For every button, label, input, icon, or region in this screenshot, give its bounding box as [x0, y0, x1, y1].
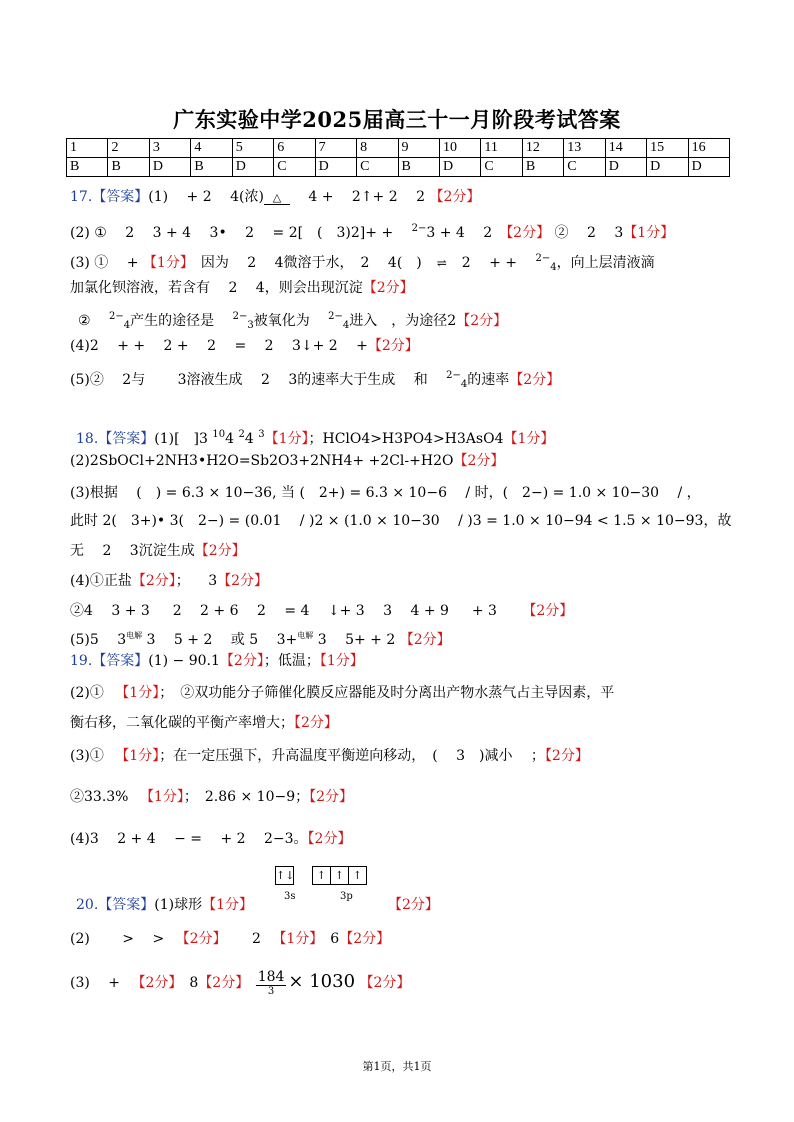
- orbital-label-3p: 3p: [340, 891, 353, 902]
- q19-line-6: (4)3 2 + 4 − = + 2 2−3。【2分】: [70, 831, 352, 847]
- q17-line-5: ② $^{2-}_4$产生的途径是 $^{2-}_3$被氧化为 $^{2-}_4$进入 ，为途径2【2分】: [78, 311, 508, 331]
- mc-answer-cell: B: [108, 158, 149, 177]
- q20-line-1: 20.【答案】(1)球形【1分】: [76, 897, 254, 913]
- q18-line-7: ②4 3 + 3 2 2 + 6 2 = 4 ↓+ 3 3 4 + 9 + 3 【2分】: [70, 603, 574, 619]
- mc-answer-cell: D: [605, 158, 646, 177]
- mc-answer-cell: B: [522, 158, 563, 177]
- q19-label: 19.【答案】: [70, 653, 149, 669]
- q19-line-5: ②33.3% 【1分】； 2.86 × 10−9；【2分】: [70, 789, 354, 805]
- mc-answer-cell: D: [688, 158, 729, 177]
- mc-number-cell: 13: [564, 139, 605, 158]
- q18-line-6: (4)①正盐【2分】； 3【2分】: [70, 573, 269, 589]
- equilibrium-arrow: ⇌: [436, 256, 447, 270]
- mc-number-cell: 8: [357, 139, 398, 158]
- q18-line-3: (3)根据 ( ) = 6.3 × 10−36, 当 ( 2+) = 6.3 × 10−6 / 时，( 2−) = 1.0 × 10−30 / ，: [70, 485, 701, 501]
- orbital-3p-box-2: ↑: [330, 866, 349, 885]
- mc-number-cell: 7: [315, 139, 356, 158]
- mc-answer-cell: D: [315, 158, 356, 177]
- orbital-3s-box: ↑↓: [275, 866, 294, 885]
- mc-number-cell: 16: [688, 139, 729, 158]
- q19-line-2: (2)① 【1分】； ②双功能分子筛催化膜反应器能及时分离出产物水蒸气占主导因素，平: [70, 685, 615, 701]
- mc-answer-cell: D: [647, 158, 688, 177]
- mc-answer-cell: C: [357, 158, 398, 177]
- orbital-label-3s: 3s: [284, 891, 296, 902]
- mc-answer-cell: D: [232, 158, 273, 177]
- mc-number-row: [67, 139, 730, 158]
- q18-line-4: 此时 2( 3+)• 3( 2−) = (0.01 / )2 × (1.0 × 10−30 / )3 = 1.0 × 10−94 < 1.5 × 10−93，故: [70, 513, 732, 529]
- mc-number-cell: 10: [439, 139, 480, 158]
- mc-number-cell: 6: [274, 139, 315, 158]
- page-title: 广东实验中学2025届高三十一月阶段考试答案: [173, 107, 621, 132]
- q17-line-4: 加氯化钡溶液，若含有 2 4，则会出现沉淀【2分】: [70, 280, 414, 296]
- q17-label: 17.【答案】: [70, 189, 149, 205]
- q17-line-1: 17.【答案】(1) + 2 4(浓) △ 4 + 2↑+ 2 2 【2分】: [70, 189, 481, 205]
- mc-number-cell: 9: [398, 139, 439, 158]
- mc-number-cell: 3: [149, 139, 190, 158]
- q17-line-6: (4)2 + + 2 + 2 = 2 3↓+ 2 +【2分】: [70, 338, 419, 354]
- mc-number-cell: 2: [108, 139, 149, 158]
- mc-answer-cell: C: [481, 158, 522, 177]
- q20-label: 20.【答案】: [76, 897, 155, 913]
- page-footer: 第1页，共1页: [362, 1060, 432, 1073]
- mc-number-cell: 1: [67, 139, 108, 158]
- q20-line-1-score: 【2分】: [388, 897, 439, 913]
- mc-answer-cell: D: [149, 158, 190, 177]
- q20-line-3: (3) + 【2分】 8【2分】 $\frac{184}{3}$ × 1030 【2分】: [70, 968, 411, 997]
- mc-answer-row: [67, 158, 730, 177]
- q20-line-2: (2) > > 【2分】 2 【1分】 6【2分】: [70, 931, 391, 947]
- q18-line-8: (5)5 $3^{电解}$ 3 5 + 2 或 5 3+$^{电解}$ 3 5+ + 2 【2分】: [70, 631, 451, 648]
- q18-label: 18.【答案】: [76, 431, 155, 447]
- q19-line-3: 衡右移，二氧化碳的平衡产率增大；【2分】: [70, 715, 338, 731]
- q18-line-1: 18.【答案】(1)[ ]3 $^{10}$4 $^2$4 $^3$【1分】；HClO4>H3PO4>H3AsO4【1分】: [76, 429, 555, 447]
- mc-answer-cell: B: [191, 158, 232, 177]
- mc-number-cell: 15: [647, 139, 688, 158]
- q18-line-5: 无 2 3沉淀生成【2分】: [70, 543, 246, 559]
- q19-line-1: 19.【答案】(1) − 90.1【2分】；低温；【1分】: [70, 653, 364, 669]
- q17-line-3: (3) ① + 【1分】 因为 2 4微溶于水， 2 4( ) ⇌ 2 + + $^{2-}_4$，向上层清液滴: [70, 253, 655, 273]
- q17-line-2: (2) ① 2 3 + 4 3• 2 = 2[ ( 3)2]+ + $^{2-}$3 + 4 2 【2分】 ② 2 3【1分】: [70, 223, 675, 241]
- q18-line-2: (2)2SbOCl+2NH3•H2O=Sb2O3+2NH4+ +2Cl-+H2O【2分】: [70, 453, 505, 469]
- mc-answer-table: [66, 138, 730, 177]
- mc-number-cell: 12: [522, 139, 563, 158]
- q17-line-7: (5)② 2与 3溶液生成 2 3的速率大于生成 和 $^{2-}_4$的速率【2分】: [70, 370, 561, 390]
- mc-answer-cell: C: [274, 158, 315, 177]
- mc-number-cell: 5: [232, 139, 273, 158]
- mc-number-cell: 14: [605, 139, 646, 158]
- orbital-3p-box-1: ↑: [312, 866, 331, 885]
- mc-number-cell: 11: [481, 139, 522, 158]
- orbital-diagram: [276, 866, 367, 885]
- heat-arrow: △: [264, 192, 290, 205]
- q19-line-4: (3)① 【1分】；在一定压强下，升高温度平衡逆向移动， ( 3 )减小 ；【2分】: [70, 748, 589, 764]
- density-fraction: $\frac{184}{3}$: [257, 968, 285, 997]
- mc-answer-cell: B: [398, 158, 439, 177]
- mc-answer-cell: C: [564, 158, 605, 177]
- orbital-3p-box-3: ↑: [348, 866, 367, 885]
- mc-answer-cell: D: [439, 158, 480, 177]
- mc-answer-cell: B: [67, 158, 108, 177]
- mc-number-cell: 4: [191, 139, 232, 158]
